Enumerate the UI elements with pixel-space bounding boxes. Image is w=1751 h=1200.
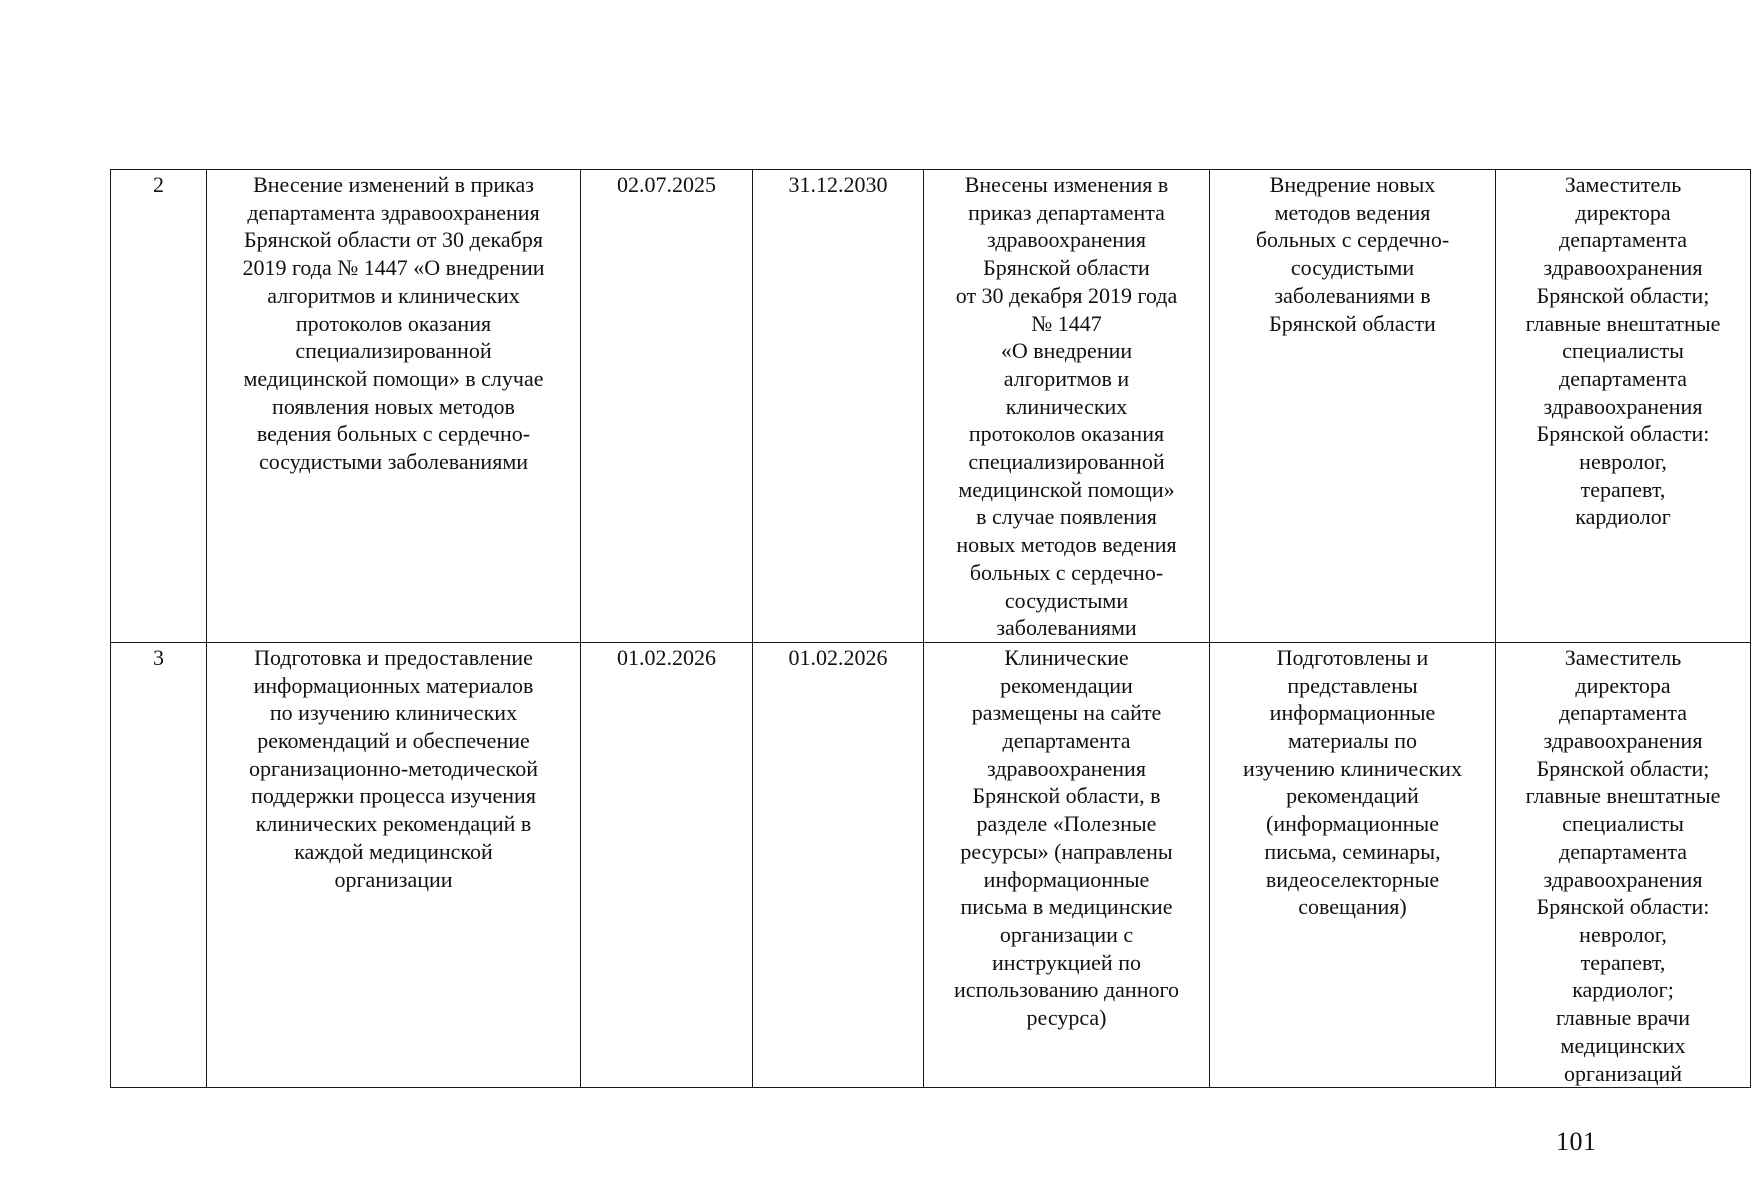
action-plan-table bbox=[110, 169, 1751, 1088]
effect-cell: Подготовлены и представлены информационные материалы по изучению клинических рекомендаций (информационные письма, семинары, видеоселекторные совещания) bbox=[1210, 642, 1496, 1087]
activity-cell: Подготовка и предоставление информационных материалов по изучению клинических рекомендаций и обеспечение организационно-методической поддержки процесса изучения клинических рекомендаций в каждой медицинской организации bbox=[207, 642, 581, 1087]
result-cell: Клинические рекомендации размещены на сайте департамента здравоохранения Брянской области, в разделе «Полезные ресурсы» (направлены информационные письма в медицинские организации с инструкцией по использованию данного ресурса) bbox=[924, 642, 1210, 1087]
start-date-cell: 02.07.2025 bbox=[581, 170, 753, 643]
responsible-cell: Заместитель директора департамента здравоохранения Брянской области; главные внештатные специалисты департамента здравоохранения Брянской области: невролог, терапевт, кардиолог bbox=[1496, 170, 1751, 643]
responsible-cell: Заместитель директора департамента здравоохранения Брянской области; главные внештатные специалисты департамента здравоохранения Брянской области: невролог, терапевт, кардиолог; главные врачи медицинских организаций bbox=[1496, 642, 1751, 1087]
row-number-cell: 3 bbox=[111, 642, 207, 1087]
end-date-cell: 01.02.2026 bbox=[753, 642, 924, 1087]
table-row bbox=[111, 642, 1751, 1087]
table-row bbox=[111, 170, 1751, 643]
end-date-cell: 31.12.2030 bbox=[753, 170, 924, 643]
start-date-cell: 01.02.2026 bbox=[581, 642, 753, 1087]
activity-cell: Внесение изменений в приказ департамента здравоохранения Брянской области от 30 декабря 2019 года № 1447 «О внедрении алгоритмов и клинических протоколов оказания специализированной медицинской помощи» в случае появления новых методов ведения больных с сердечно- сосудистыми заболеваниями bbox=[207, 170, 581, 643]
row-number-cell: 2 bbox=[111, 170, 207, 643]
effect-cell: Внедрение новых методов ведения больных с сердечно- сосудистыми заболеваниями в Брянской области bbox=[1210, 170, 1496, 643]
result-cell: Внесены изменения в приказ департамента здравоохранения Брянской области от 30 декабря 2019 года № 1447 «О внедрении алгоритмов и клинических протоколов оказания специализированной медицинской помощи» в случае появления новых методов ведения больных с сердечно- сосудистыми заболеваниями bbox=[924, 170, 1210, 643]
page-number: 101 bbox=[1556, 1127, 1597, 1156]
